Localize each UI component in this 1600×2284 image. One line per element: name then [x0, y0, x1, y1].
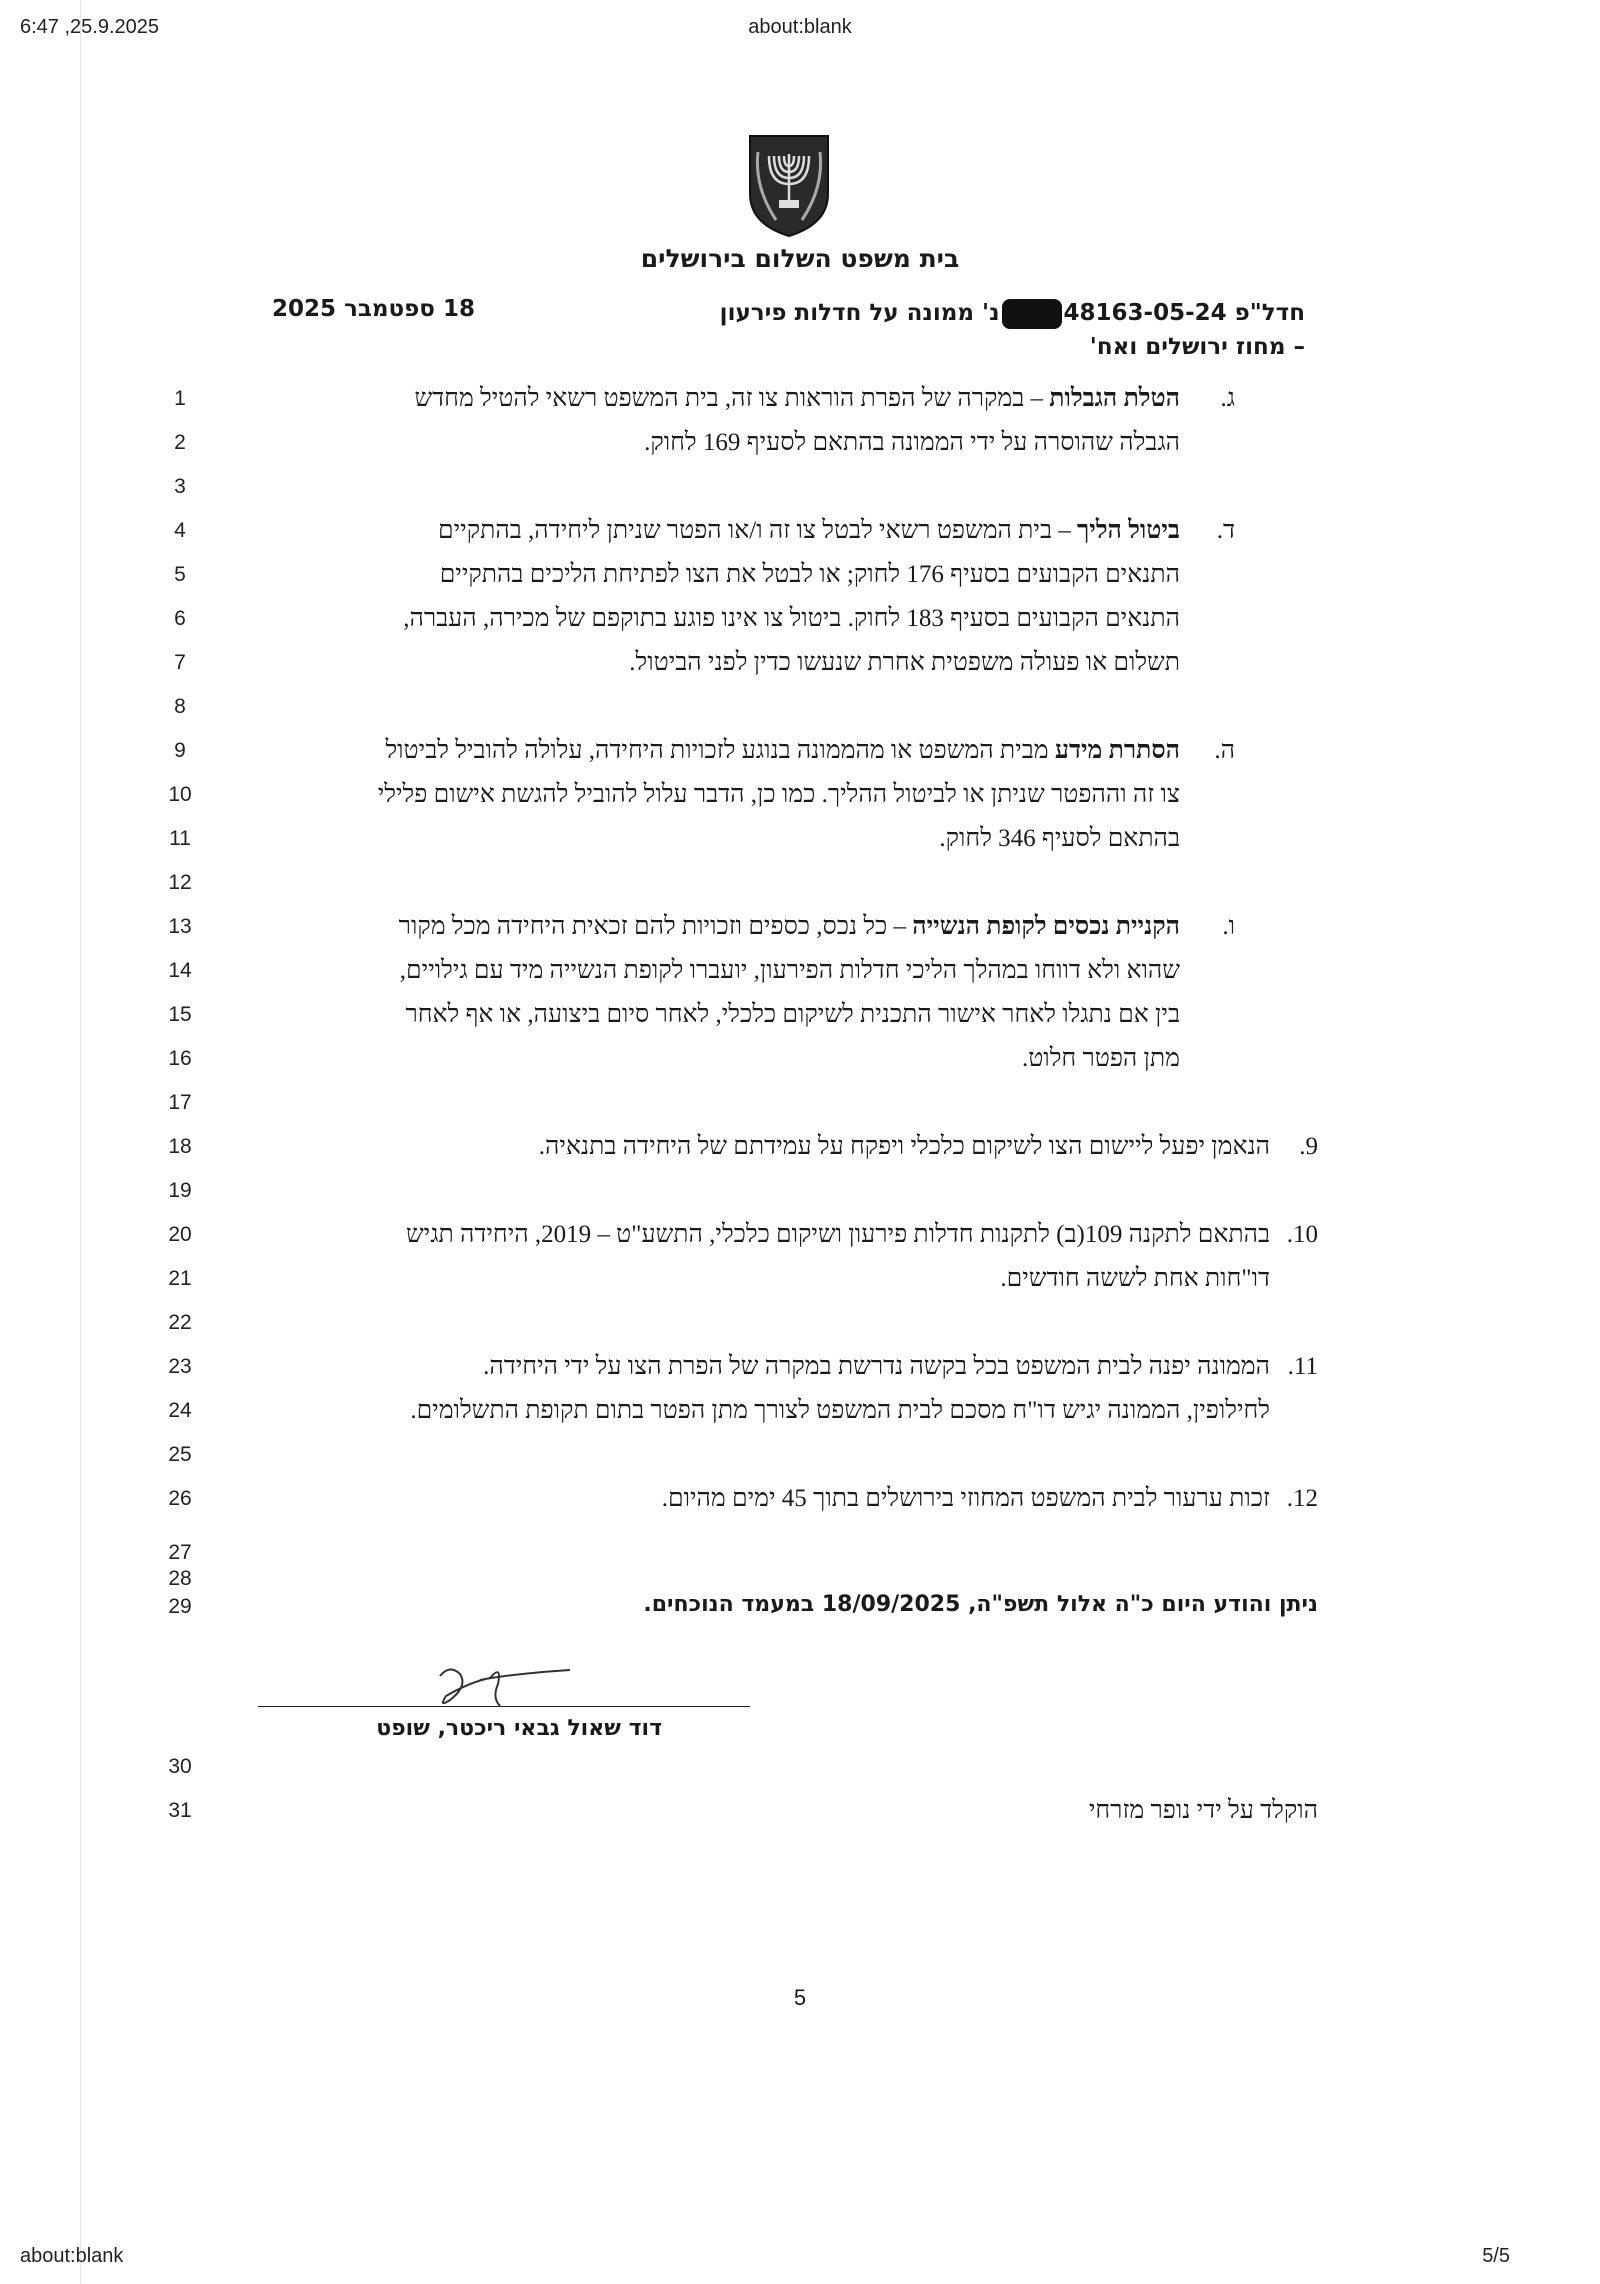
line-number: 30	[168, 1755, 192, 1778]
state-emblem-icon	[746, 132, 832, 238]
clause-title: הסתרת מידע	[1054, 737, 1180, 764]
clause-v-line4: מתן הפטר חלוט.	[1021, 1045, 1180, 1072]
clause-text: – כל נכס, כספים וזכויות להם זכאית היחידה מכל מקור	[398, 913, 906, 940]
clause-d-line3: התנאים הקבועים בסעיף 183 לחוק. ביטול צו אינו פוגע בתוקפם של מכירה, העברה,	[403, 605, 1180, 632]
line-number: 28	[168, 1567, 192, 1590]
line-number: 24	[168, 1399, 192, 1422]
line-number: 26	[168, 1487, 192, 1510]
judge-name: דוד שאול גבאי ריכטר, שופט	[376, 1716, 662, 1741]
line-number: 6	[174, 607, 186, 630]
judge-signature	[420, 1656, 580, 1716]
clause-d-line4: תשלום או פעולה משפטית אחרת שנעשו כדין לפני הביטול.	[629, 649, 1180, 676]
case-number: חדל"פ 48163-05-24	[1063, 300, 1305, 326]
line-number: 25	[168, 1443, 192, 1466]
item-10-line1: בהתאם לתקנה 109(ב) לתקנות חדלות פירעון ושיקום כלכלי, התשע"ט – 2019, היחידה תגיש	[405, 1221, 1270, 1248]
clause-g-line1	[414, 385, 1180, 413]
given-statement: ניתן והודע היום כ"ה אלול תשפ"ה, 18/09/2025 במעמד הנוכחים.	[643, 1592, 1318, 1617]
clause-text: מבית המשפט או מהממונה בנוגע לזכויות היחידה, עלולה להוביל לביטול	[385, 737, 1049, 764]
signature-line	[258, 1706, 750, 1707]
line-number: 3	[174, 475, 186, 498]
item-9-text: הנאמן יפעל ליישום הצו לשיקום כלכלי ויפקח על עמידתם של היחידה בתנאיה.	[538, 1133, 1270, 1160]
line-number: 5	[174, 563, 186, 586]
clause-text: – במקרה של הפרת הוראות צו זה, בית המשפט רשאי להטיל מחדש	[414, 385, 1044, 412]
print-footer-pages: 5/5	[1482, 2245, 1510, 2267]
line-number: 9	[174, 739, 186, 762]
clause-marker: ד.	[1216, 517, 1235, 544]
court-name: בית משפט השלום בירושלים	[640, 244, 960, 273]
print-header-title: about:blank	[748, 16, 852, 38]
line-number: 2	[174, 431, 186, 454]
line-number: 29	[168, 1595, 192, 1618]
print-footer-url: about:blank	[20, 2245, 124, 2267]
clause-marker: ה.	[1214, 737, 1235, 764]
line-number: 21	[168, 1267, 192, 1290]
item-11-line1: הממונה יפנה לבית המשפט בכל בקשה נדרשת במקרה של הפרת הצו על ידי היחידה.	[483, 1353, 1270, 1380]
margin-rule	[80, 0, 81, 2284]
case-respondent: נ' ממונה על חדלות פירעון	[719, 300, 1000, 326]
line-number: 15	[168, 1003, 192, 1026]
line-number: 31	[168, 1799, 192, 1822]
clause-marker: ו.	[1222, 913, 1235, 940]
line-number: 1	[174, 387, 186, 410]
line-number: 13	[168, 915, 192, 938]
line-number: 23	[168, 1355, 192, 1378]
clause-d-line1	[438, 517, 1180, 545]
line-number: 18	[168, 1135, 192, 1158]
item-number: 9.	[1299, 1133, 1318, 1160]
line-number: 27	[168, 1541, 192, 1564]
clause-h-line2: צו זה וההפטר שניתן או לביטול ההליך. כמו כן, הדבר עלול להוביל להגשת אישום פלילי	[377, 781, 1180, 808]
line-number: 11	[169, 827, 191, 850]
clause-marker: ג.	[1220, 385, 1235, 412]
item-number: 12.	[1286, 1485, 1318, 1512]
line-number: 10	[168, 783, 192, 806]
case-caption	[720, 296, 1305, 364]
clause-h-line3: בהתאם לסעיף 346 לחוק.	[939, 825, 1180, 852]
clause-v-line2: שהוא ולא דווחו במהלך הליכי חדלות הפירעון, יועברו לקופת הנשייה מיד עם גילויים,	[399, 957, 1180, 984]
item-10-line2: דו"חות אחת לששה חודשים.	[1000, 1265, 1270, 1292]
line-number: 22	[168, 1311, 192, 1334]
line-number: 4	[174, 519, 186, 542]
print-header-datetime: 6:47 ,25.9.2025	[20, 16, 160, 38]
clause-g-line2: הגבלה שהוסרה על ידי הממונה בהתאם לסעיף 169 לחוק.	[644, 429, 1180, 456]
item-11-line2: לחילופין, הממונה יגיש דו"ח מסכם לבית המשפט לצורך מתן הפטר בתום תקופת התשלומים.	[410, 1397, 1270, 1424]
line-number: 16	[168, 1047, 192, 1070]
item-12-text: זכות ערעור לבית המשפט המחוזי בירושלים בתוך 45 ימים מהיום.	[661, 1485, 1270, 1512]
item-number: 10.	[1286, 1221, 1318, 1248]
item-number: 11.	[1287, 1353, 1318, 1380]
clause-v-line1	[399, 913, 1180, 941]
line-number: 7	[174, 651, 186, 674]
line-number: 20	[168, 1223, 192, 1246]
clause-h-line1	[385, 737, 1180, 765]
line-number: 8	[174, 695, 186, 718]
decision-date: 18 ספטמבר 2025	[272, 296, 475, 322]
line-number: 12	[168, 871, 192, 894]
line-number: 19	[168, 1179, 192, 1202]
clause-title: הקניית נכסים לקופת הנשייה	[912, 913, 1180, 940]
clause-title: הטלת הגבלות	[1049, 385, 1180, 412]
line-number: 17	[168, 1091, 192, 1114]
page-number: 5	[793, 1985, 807, 2010]
redacted-name	[1002, 299, 1062, 329]
line-number: 14	[168, 959, 192, 982]
clause-d-line2: התנאים הקבועים בסעיף 176 לחוק; או לבטל את הצו לפתיחת הליכים בהתקיים	[439, 561, 1180, 588]
clause-v-line3: בין אם נתגלו לאחר אישור התכנית לשיקום כלכלי, לאחר סיום ביצועה, או אף לאחר	[405, 1001, 1180, 1028]
clause-text: – בית המשפט רשאי לבטל צו זה ו/או הפטר שניתן ליחידה, בהתקיים	[438, 517, 1071, 544]
clause-title: ביטול הליך	[1077, 517, 1180, 544]
typed-by: הוקלד על ידי נופר מזרחי	[1088, 1797, 1318, 1824]
case-respondent-line2: – מחוז ירושלים ואח'	[1089, 334, 1305, 360]
